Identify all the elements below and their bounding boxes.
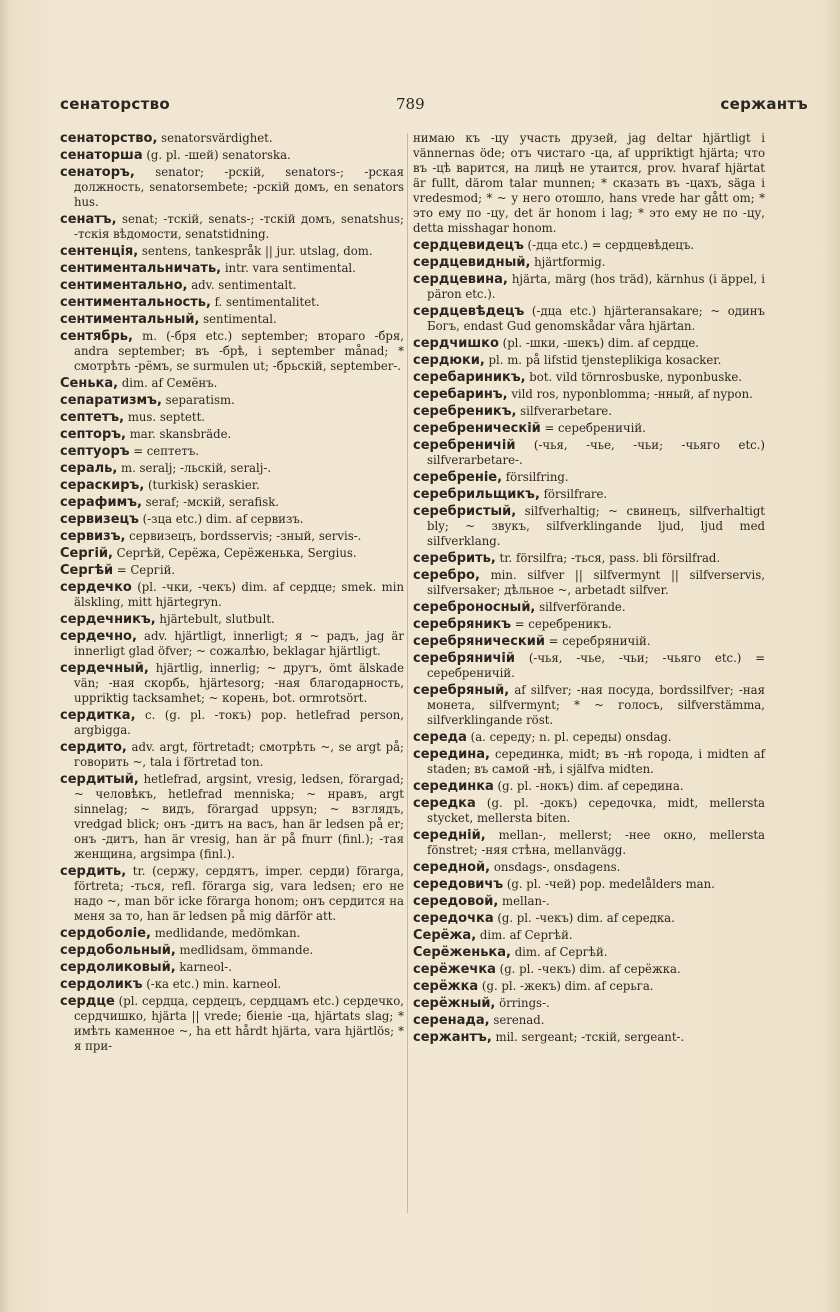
entry-headword: сервизецъ bbox=[60, 512, 139, 527]
dictionary-entry bbox=[60, 661, 404, 706]
entry-headword: серебристый, bbox=[413, 504, 517, 519]
entry-definition: hjärta, märg (hos träd), kärnhus (i äppel, i päron etc.). bbox=[427, 272, 765, 301]
dictionary-entry bbox=[413, 894, 765, 909]
dictionary-entry bbox=[413, 779, 765, 794]
dictionary-entry bbox=[60, 212, 404, 242]
entry-headword: сенаторъ, bbox=[60, 165, 135, 180]
dictionary-entry bbox=[60, 546, 404, 561]
entry-headword: Сергій, bbox=[60, 546, 113, 561]
dictionary-entry bbox=[60, 131, 404, 146]
dictionary-entry bbox=[413, 404, 765, 419]
entry-definition: adv. sentimentalt. bbox=[187, 278, 297, 292]
entry-headword: середной, bbox=[413, 860, 491, 875]
dictionary-entry bbox=[413, 238, 765, 253]
entry-headword: сердце bbox=[60, 994, 115, 1009]
entry-headword: сентиментальный, bbox=[60, 312, 200, 327]
entry-headword: сентенція, bbox=[60, 244, 139, 259]
dictionary-entry bbox=[60, 563, 404, 578]
dictionary-entry bbox=[413, 131, 765, 236]
dictionary-entry bbox=[413, 730, 765, 745]
entry-definition: senator; -рскій, senators-; -рская должность, senatorsembete; -рскій домъ, en senators hus. bbox=[74, 165, 404, 209]
entry-headword: сердчишко bbox=[413, 336, 499, 351]
entry-headword: сереброносный, bbox=[413, 600, 536, 615]
entry-definition: нимаю къ -цу участь друзей, jag deltar hjärtligt i vännernas öde; отъ чистаго -ца, af uppriktigt hjärta; что въ -цѣ варится, на лицѣ не утаится, prov. hvaraf hjärtat är fullt, därom talar munnen; * сказать въ -цахъ, säga i vredesmod; * ~ у него отошло, hans vrede har gått om; * это ему по -цу, det är honom i lag; * это ему не по -цу, detta misshagar honom. bbox=[413, 131, 765, 235]
dictionary-entry bbox=[413, 828, 765, 858]
entry-headword: сердечно, bbox=[60, 629, 137, 644]
entry-headword: серебаринъ, bbox=[413, 387, 508, 402]
entry-definition: = Сергій. bbox=[113, 563, 176, 577]
entry-headword: серафимъ, bbox=[60, 495, 142, 510]
dictionary-entry bbox=[413, 438, 765, 468]
dictionary-entry bbox=[60, 410, 404, 425]
entry-definition: = серебреничій. bbox=[540, 421, 646, 435]
entry-headword: серенада, bbox=[413, 1013, 490, 1028]
left-column bbox=[60, 131, 404, 1056]
entry-headword: сердцевидный, bbox=[413, 255, 531, 270]
entry-definition: hjärtformig. bbox=[530, 255, 606, 269]
entry-headword: септетъ, bbox=[60, 410, 125, 425]
entry-definition: senat; -тскій, senats-; -тскій домъ, senatshus; -тскія вѣдомости, senatstidning. bbox=[74, 212, 404, 241]
dictionary-entry bbox=[413, 911, 765, 926]
dictionary-entry bbox=[413, 796, 765, 826]
entry-headword: сердечко bbox=[60, 580, 132, 595]
entry-definition: = септетъ. bbox=[129, 444, 200, 458]
entry-definition: (g. pl. -докъ) середочка, midt, mellersta stycket, mellersta biten. bbox=[427, 796, 765, 825]
entry-headword: серёжка bbox=[413, 979, 479, 994]
dictionary-entry bbox=[60, 478, 404, 493]
entry-definition: mus. septett. bbox=[124, 410, 205, 424]
dictionary-entry bbox=[413, 683, 765, 728]
entry-definition: (a. середу; n. pl. середы) onsdag. bbox=[466, 730, 672, 744]
entry-definition: (g. pl. -чей) pop. medelålders man. bbox=[503, 877, 715, 891]
entry-headword: серебариникъ, bbox=[413, 370, 526, 385]
dictionary-entry bbox=[60, 278, 404, 293]
entry-definition: intr. vara sentimental. bbox=[221, 261, 356, 275]
dictionary-entry bbox=[60, 329, 404, 374]
entry-definition: mellan-. bbox=[498, 894, 550, 908]
entry-definition: min. silfver || silfvermynt || silfverservis, silfversaker; дѣльное ~, arbetadt silfver. bbox=[427, 568, 765, 597]
entry-definition: c. (g. pl. -токъ) pop. hetlefrad person, argbigga. bbox=[74, 708, 404, 737]
entry-headword: сердоликъ bbox=[60, 977, 143, 992]
dictionary-entry bbox=[60, 772, 404, 862]
entry-definition: bot. vild törnrosbuske, nyponbuske. bbox=[525, 370, 742, 384]
entry-headword: Серёженька, bbox=[413, 945, 511, 960]
entry-headword: серебряничій bbox=[413, 651, 515, 666]
dictionary-entry bbox=[60, 244, 404, 259]
dictionary-entry bbox=[413, 370, 765, 385]
entry-headword: серебреническій bbox=[413, 421, 541, 436]
entry-headword: сентиментальность, bbox=[60, 295, 211, 310]
entry-definition: (g. pl. -нокъ) dim. af середина. bbox=[493, 779, 684, 793]
entry-definition: örrings-. bbox=[495, 996, 550, 1010]
entry-headword: середочка bbox=[413, 911, 494, 926]
entry-definition: (-зца etc.) dim. af сервизъ. bbox=[138, 512, 304, 526]
entry-definition: = серебряничій. bbox=[544, 634, 651, 648]
entry-headword: серебреникъ, bbox=[413, 404, 517, 419]
dictionary-entry bbox=[60, 580, 404, 610]
entry-definition: dim. af Сергѣй. bbox=[476, 928, 573, 942]
dictionary-entry bbox=[413, 877, 765, 892]
dictionary-entry bbox=[60, 461, 404, 476]
dictionary-entry bbox=[60, 612, 404, 627]
entry-headword: серёжный, bbox=[413, 996, 496, 1011]
dictionary-entry bbox=[60, 994, 404, 1054]
dictionary-entry bbox=[60, 261, 404, 276]
entry-headword: серебрить, bbox=[413, 551, 496, 566]
entry-headword: серебро, bbox=[413, 568, 480, 583]
dictionary-entry bbox=[413, 387, 765, 402]
entry-definition: försilfrare. bbox=[539, 487, 608, 501]
dictionary-entry bbox=[413, 1030, 765, 1045]
entry-definition: (g. pl. -чекъ) dim. af серёжка. bbox=[495, 962, 681, 976]
page-edge-shadow bbox=[824, 0, 840, 1312]
dictionary-entry bbox=[60, 427, 404, 442]
page-header bbox=[60, 95, 808, 121]
entry-definition: silfverförande. bbox=[535, 600, 626, 614]
page-fold-shadow bbox=[0, 0, 10, 1312]
dictionary-entry bbox=[60, 495, 404, 510]
entry-definition: mellan-, mellerst; -нее окно, mellersta fönstret; -няя стѣна, mellanvägg. bbox=[427, 828, 765, 857]
page-number: 789 bbox=[396, 95, 425, 113]
entry-definition: silfverarbetare. bbox=[516, 404, 612, 418]
entry-headword: сепаратизмъ, bbox=[60, 393, 162, 408]
entry-headword: сердечникъ, bbox=[60, 612, 156, 627]
entry-headword: сераскиръ, bbox=[60, 478, 145, 493]
entry-headword: сердить, bbox=[60, 864, 127, 879]
entry-definition: serenad. bbox=[489, 1013, 545, 1027]
entry-headword: сердечный, bbox=[60, 661, 149, 676]
entry-definition: (g. pl. -жекъ) dim. af серьга. bbox=[478, 979, 654, 993]
entry-definition: medlidande, medömkan. bbox=[151, 926, 301, 940]
entry-definition: sentimental. bbox=[199, 312, 277, 326]
entry-headword: серебреничій bbox=[413, 438, 516, 453]
entry-headword: сердоликовый, bbox=[60, 960, 176, 975]
dictionary-entry bbox=[60, 295, 404, 310]
entry-definition: af silfver; -ная посуда, bordssilfver; -ная монета, silfvermynt; * ~ голосъ, silfverstämma, silfverklingande röst. bbox=[427, 683, 765, 727]
entry-headword: сердобольный, bbox=[60, 943, 176, 958]
dictionary-entry bbox=[60, 864, 404, 924]
dictionary-entry bbox=[60, 629, 404, 659]
dictionary-entry bbox=[413, 617, 765, 632]
dictionary-entry bbox=[60, 926, 404, 941]
entry-headword: серебряный, bbox=[413, 683, 510, 698]
entry-definition: tr. (сержу, сердятъ, imper. серди) förarga, förtreta; -ться, refl. förarga sig, vara ledsen; его не надо ~, man bör icke förarga honom; онъ сердится на меня за то, han är ledsen på mig därför att. bbox=[74, 864, 404, 923]
entry-headword: середина, bbox=[413, 747, 490, 762]
entry-headword: серебрильщикъ, bbox=[413, 487, 540, 502]
entry-definition: separatism. bbox=[161, 393, 235, 407]
dictionary-entry bbox=[413, 747, 765, 777]
column-divider bbox=[407, 133, 408, 1213]
entry-definition: hetlefrad, argsint, vresig, ledsen, förargad; ~ человѣкъ, hetlefrad menniska; ~ нравъ, argt sinnelag; ~ видъ, förargad uppsyn; ~ взглядъ, vredgad blick; онъ -дитъ на васъ, han är ledsen på er; онъ -дитъ, han är vresig, han är på fnurr (finl.); -тая женщина, argsimpa (finl.). bbox=[74, 772, 404, 861]
dictionary-entry bbox=[60, 444, 404, 459]
dictionary-entry bbox=[413, 996, 765, 1011]
entry-definition: m. seralj; -льскій, seralj-. bbox=[117, 461, 272, 475]
entry-definition: = серебреникъ. bbox=[511, 617, 612, 631]
entry-headword: середовичъ bbox=[413, 877, 504, 892]
entry-headword: сентиментально, bbox=[60, 278, 188, 293]
entry-definition: (turkisk) seraskier. bbox=[144, 478, 260, 492]
dictionary-entry bbox=[413, 979, 765, 994]
dictionary-entry bbox=[60, 943, 404, 958]
entry-headword: сентябрь, bbox=[60, 329, 133, 344]
dictionary-entry bbox=[413, 421, 765, 436]
entry-definition: onsdags-, onsdagens. bbox=[490, 860, 621, 874]
entry-headword: сервизъ, bbox=[60, 529, 126, 544]
entry-headword: сердито, bbox=[60, 740, 127, 755]
entry-headword: середній, bbox=[413, 828, 486, 843]
entry-headword: сердцевидецъ bbox=[413, 238, 524, 253]
entry-headword: сердцевѣдецъ bbox=[413, 304, 525, 319]
dictionary-entry bbox=[413, 551, 765, 566]
entry-headword: серебреніе, bbox=[413, 470, 503, 485]
entry-headword: сенатъ, bbox=[60, 212, 117, 227]
entry-headword: серединка bbox=[413, 779, 494, 794]
dictionary-entry bbox=[413, 504, 765, 549]
entry-headword: середовой, bbox=[413, 894, 499, 909]
entry-definition: pl. m. på lifstid tjensteplikiga kosacker. bbox=[484, 353, 722, 367]
dictionary-entry bbox=[60, 165, 404, 210]
dictionary-entry bbox=[413, 1013, 765, 1028]
entry-headword: септоръ, bbox=[60, 427, 126, 442]
entry-headword: Сенька, bbox=[60, 376, 119, 391]
entry-headword: сердитый, bbox=[60, 772, 139, 787]
dictionary-entry bbox=[413, 600, 765, 615]
entry-definition: m. (-бря etc.) september; втораго -бря, andra september; въ -брѣ, i september månad; * смотрѣть -рёмъ, se surmulen ut; -брьскій, september-. bbox=[74, 329, 404, 373]
entry-headword: середка bbox=[413, 796, 476, 811]
entry-headword: Серёжа, bbox=[413, 928, 477, 943]
entry-headword: сердоболіе, bbox=[60, 926, 151, 941]
entry-definition: f. sentimentalitet. bbox=[210, 295, 320, 309]
entry-definition: (pl. сердца, сердецъ, сердцамъ etc.) сердечко, сердчишко, hjärta || vrede; біеніе -ца, hjärtats slag; * имѣть каменное ~, ha ett hårdt hjärta, vara hjärtlös; * я при- bbox=[74, 994, 404, 1053]
entry-definition: tr. försilfra; -ться, pass. bli försilfrad. bbox=[495, 551, 721, 565]
entry-definition: (pl. -шки, -шекъ) dim. af сердце. bbox=[498, 336, 699, 350]
entry-headword: сердцевина, bbox=[413, 272, 508, 287]
entry-headword: сенаторша bbox=[60, 148, 143, 163]
dictionary-entry bbox=[60, 740, 404, 770]
entry-headword: серебрянический bbox=[413, 634, 545, 649]
dictionary-entry bbox=[60, 393, 404, 408]
entry-definition: sentens, tankespråk || jur. utslag, dom. bbox=[138, 244, 373, 258]
entry-definition: (g. pl. -шей) senatorska. bbox=[142, 148, 291, 162]
header-right-guide-word: сержантъ bbox=[720, 95, 808, 113]
dictionary-entry bbox=[413, 304, 765, 334]
entry-headword: сераль, bbox=[60, 461, 118, 476]
entry-definition: adv. hjärtligt, innerligt; я ~ радъ, jag är innerligt glad öfver; ~ сожалѣю, beklagar hjärtligt. bbox=[74, 629, 404, 658]
entry-definition: dim. af Семёнъ. bbox=[118, 376, 218, 390]
entry-definition: senatorsvärdighet. bbox=[157, 131, 273, 145]
dictionary-entry bbox=[413, 255, 765, 270]
entry-definition: (-дца etc.) = сердцевѣдецъ. bbox=[523, 238, 695, 252]
entry-headword: сентиментальничать, bbox=[60, 261, 222, 276]
entry-definition: (g. pl. -чекъ) dim. af середка. bbox=[493, 911, 675, 925]
entry-definition: mar. skansbräde. bbox=[125, 427, 232, 441]
entry-headword: серёжечка bbox=[413, 962, 496, 977]
dictionary-entry bbox=[60, 529, 404, 544]
dictionary-entry bbox=[413, 928, 765, 943]
entry-definition: medlidsam, ömmande. bbox=[175, 943, 314, 957]
dictionary-entry bbox=[413, 353, 765, 368]
entry-definition: karneol-. bbox=[175, 960, 232, 974]
dictionary-entry bbox=[413, 568, 765, 598]
entry-definition: серединка, midt; въ -нѣ города, i midten af staden; въ самой -нѣ, i själfva midten. bbox=[427, 747, 765, 776]
entry-definition: adv. argt, förtretadt; смотрѣть ~, se argt på; говорить ~, tala i förtretad ton. bbox=[74, 740, 404, 769]
entry-definition: silfverhaltig; ~ свинецъ, silfverhaltigt bly; ~ звукъ, silfverklingande ljud, ljud med silfverklang. bbox=[427, 504, 765, 548]
dictionary-entry bbox=[413, 272, 765, 302]
entry-definition: (-дца etc.) hjärteransakare; ~ одинъ Богъ, endast Gud genomskådar våra hjärtan. bbox=[427, 304, 765, 333]
header-left-guide-word: сенаторство bbox=[60, 95, 170, 113]
entry-definition: (-чья, -чье, -чьи; -чьяго etc.) silfverarbetare-. bbox=[427, 438, 765, 467]
dictionary-entry bbox=[60, 512, 404, 527]
entry-headword: сердитка, bbox=[60, 708, 136, 723]
dictionary-entry bbox=[60, 148, 404, 163]
entry-headword: сержантъ, bbox=[413, 1030, 492, 1045]
entry-headword: сердюки, bbox=[413, 353, 485, 368]
entry-headword: сенаторство, bbox=[60, 131, 158, 146]
dictionary-entry bbox=[60, 708, 404, 738]
entry-definition: seraf; -мскій, serafisk. bbox=[141, 495, 280, 509]
entry-definition: (pl. -чки, -чекъ) dim. af сердце; smek. min älskling, mitt hjärtegryn. bbox=[74, 580, 404, 609]
entry-headword: серебряникъ bbox=[413, 617, 512, 632]
entry-headword: Сергѣй bbox=[60, 563, 114, 578]
dictionary-entry bbox=[60, 960, 404, 975]
entry-definition: hjärtlig, innerlig; ~ другъ, ömt älskade vän; -ная скорбь, hjärtesorg; -ная благодарность, uppriktig tacksamhet; ~ корень, bot. ormrotsört. bbox=[74, 661, 404, 705]
dictionary-entry bbox=[413, 336, 765, 351]
entry-headword: середа bbox=[413, 730, 467, 745]
entry-definition: (-чья, -чье, -чьи; -чьяго etc.) = серебреничій. bbox=[427, 651, 765, 680]
entry-definition: dim. af Сергѣй. bbox=[510, 945, 608, 959]
entry-definition: (-ка etc.) min. karneol. bbox=[142, 977, 282, 991]
dictionary-entry bbox=[413, 487, 765, 502]
entry-headword: септуоръ bbox=[60, 444, 130, 459]
dictionary-entry bbox=[413, 634, 765, 649]
dictionary-entry bbox=[60, 977, 404, 992]
dictionary-entry bbox=[413, 945, 765, 960]
dictionary-entry bbox=[413, 962, 765, 977]
entry-definition: сервизецъ, bordsservis; -зный, servis-. bbox=[125, 529, 362, 543]
entry-definition: mil. sergeant; -тскій, sergeant-. bbox=[491, 1030, 685, 1044]
entry-definition: hjärtebult, slutbult. bbox=[155, 612, 275, 626]
entry-definition: försilfring. bbox=[502, 470, 569, 484]
dictionary-entry bbox=[413, 860, 765, 875]
dictionary-entry bbox=[413, 651, 765, 681]
right-column bbox=[413, 131, 765, 1047]
entry-definition: vild ros, nyponblomma; -нный, af nypon. bbox=[507, 387, 753, 401]
dictionary-entry bbox=[60, 376, 404, 391]
dictionary-entry bbox=[413, 470, 765, 485]
dictionary-entry bbox=[60, 312, 404, 327]
entry-definition: Сергѣй, Серёжа, Серёженька, Sergius. bbox=[112, 546, 357, 560]
